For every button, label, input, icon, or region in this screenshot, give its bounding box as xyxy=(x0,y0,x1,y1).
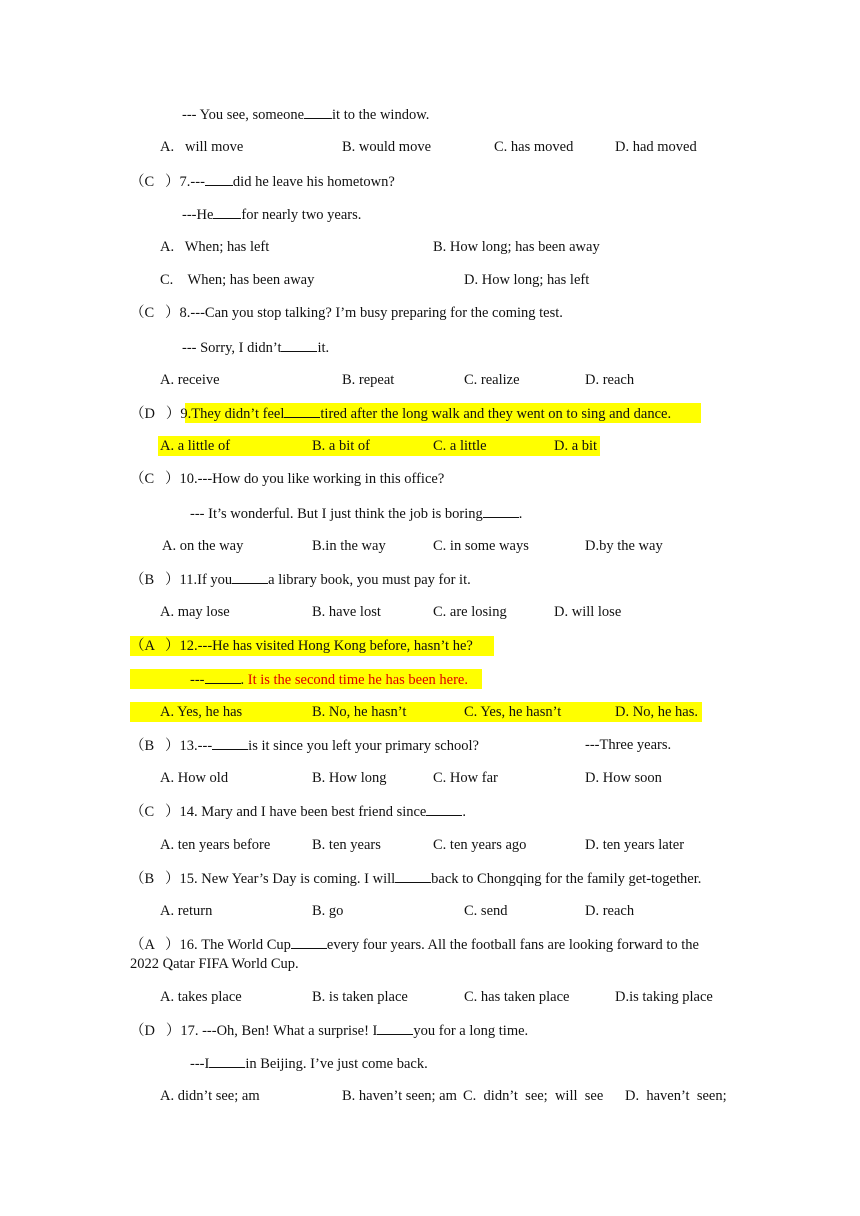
question-12-reply: --- . It is the second time he has been here. xyxy=(190,672,468,688)
question-15-line: （B ）15. New Year’s Day is coming. I will back to Chongqing for the family get-together. xyxy=(130,871,702,887)
answer-blank xyxy=(395,869,431,883)
question-9-line: （D ）9.They didn’t feel tired after the long walk and they went on to sing and dance. xyxy=(130,406,672,422)
q10-option-d: D.by the way xyxy=(585,538,663,554)
q12-option-d: D. No, he has. xyxy=(615,704,698,720)
q11-option-a: A. may lose xyxy=(160,604,230,620)
q13-option-d: D. How soon xyxy=(585,770,662,786)
question-13-line: （B ）13.--- is it since you left your primary school? xyxy=(130,738,479,754)
q14-option-d: D. ten years later xyxy=(585,837,685,853)
answer-blank xyxy=(281,338,317,352)
q6-option-d: D. had moved xyxy=(615,139,697,155)
question-17-line: （D ）17. ---Oh, Ben! What a surprise! I you for a long time. xyxy=(130,1023,529,1039)
answer-blank xyxy=(205,172,233,186)
answer-blank xyxy=(213,205,241,219)
question-16-line-2: 2022 Qatar FIFA World Cup. xyxy=(130,956,299,972)
q8-option-d: D. reach xyxy=(585,372,635,388)
q13-option-a: A. How old xyxy=(160,770,229,786)
question-11-line: （B ）11.If you a library book, you must pay for it. xyxy=(130,572,471,588)
q11-option-b: B. have lost xyxy=(312,604,381,620)
question-8-reply: --- Sorry, I didn’t it. xyxy=(182,340,330,356)
question-8-line: （C ）8.---Can you stop talking? I’m busy preparing for the coming test. xyxy=(130,305,563,321)
q14-option-b: B. ten years xyxy=(312,837,381,853)
question-7-reply: ---He for nearly two years. xyxy=(182,207,362,223)
q12-option-b: B. No, he hasn’t xyxy=(312,704,407,720)
q15-option-a: A. return xyxy=(160,903,213,919)
answer-blank xyxy=(291,935,327,949)
q6-option-c: C. has moved xyxy=(494,139,574,155)
answer-blank xyxy=(212,736,248,750)
q9-option-d: D. a bit xyxy=(554,438,598,454)
question-10-line: （C ）10.---How do you like working in this office? xyxy=(130,471,445,487)
q16-option-d: D.is taking place xyxy=(615,989,713,1005)
q9-option-c: C. a little xyxy=(433,438,487,454)
question-7-line: （C ）7.--- did he leave his hometown? xyxy=(130,174,395,190)
q8-option-b: B. repeat xyxy=(342,372,395,388)
q15-option-b: B. go xyxy=(312,903,344,919)
q14-option-a: A. ten years before xyxy=(160,837,271,853)
q12-option-a: A. Yes, he has xyxy=(160,704,243,720)
q10-option-a: A. on the way xyxy=(162,538,244,554)
q11-option-c: C. are losing xyxy=(433,604,507,620)
answer-blank xyxy=(205,670,241,684)
q6-option-a: A. will move xyxy=(160,139,244,155)
q12-option-c: C. Yes, he hasn’t xyxy=(464,704,562,720)
question-13-reply: ---Three years. xyxy=(585,737,672,753)
answer-blank xyxy=(377,1021,413,1035)
answer-blank xyxy=(304,105,332,119)
q16-option-c: C. has taken place xyxy=(464,989,570,1005)
q16-option-b: B. is taken place xyxy=(312,989,408,1005)
q9-option-b: B. a bit of xyxy=(312,438,370,454)
q13-option-b: B. How long xyxy=(312,770,387,786)
q10-option-b: B.in the way xyxy=(312,538,386,554)
q8-option-c: C. realize xyxy=(464,372,520,388)
q17-option-a: A. didn’t see; am xyxy=(160,1088,260,1104)
q17-option-b: B. haven’t seen; am xyxy=(342,1088,457,1104)
q8-option-a: A. receive xyxy=(160,372,220,388)
question-12-line: （A ）12.---He has visited Hong Kong before, hasn’t he? xyxy=(130,638,473,654)
question-6-line: --- You see, someone it to the window. xyxy=(182,107,430,123)
q15-option-d: D. reach xyxy=(585,903,635,919)
answer-blank xyxy=(426,802,462,816)
q15-option-c: C. send xyxy=(464,903,508,919)
q13-option-c: C. How far xyxy=(433,770,498,786)
q7-option-a: A. When; has left xyxy=(160,239,270,255)
q7-option-b: B. How long; has been away xyxy=(433,239,600,255)
question-16-line: （A ）16. The World Cup every four years. All the football fans are looking forward to the xyxy=(130,937,699,953)
q11-option-d: D. will lose xyxy=(554,604,622,620)
question-14-line: （C ）14. Mary and I have been best friend since . xyxy=(130,804,466,820)
answer-blank xyxy=(209,1054,245,1068)
q14-option-c: C. ten years ago xyxy=(433,837,527,853)
q6-option-b: B. would move xyxy=(342,139,432,155)
q7-option-d: D. How long; has left xyxy=(464,272,590,288)
q17-option-d: D. haven’t seen; xyxy=(625,1088,727,1104)
answer-blank xyxy=(232,570,268,584)
q17-option-c: C. didn’t see; will see xyxy=(463,1088,604,1104)
question-10-reply: --- It’s wonderful. But I just think the job is boring . xyxy=(190,506,523,522)
answer-blank xyxy=(483,504,519,518)
q9-option-a: A. a little of xyxy=(160,438,231,454)
question-17-reply: ---I in Beijing. I’ve just come back. xyxy=(190,1056,428,1072)
answer-blank xyxy=(284,404,320,418)
q10-option-c: C. in some ways xyxy=(433,538,529,554)
q16-option-a: A. takes place xyxy=(160,989,242,1005)
q7-option-c: C. When; has been away xyxy=(160,272,315,288)
